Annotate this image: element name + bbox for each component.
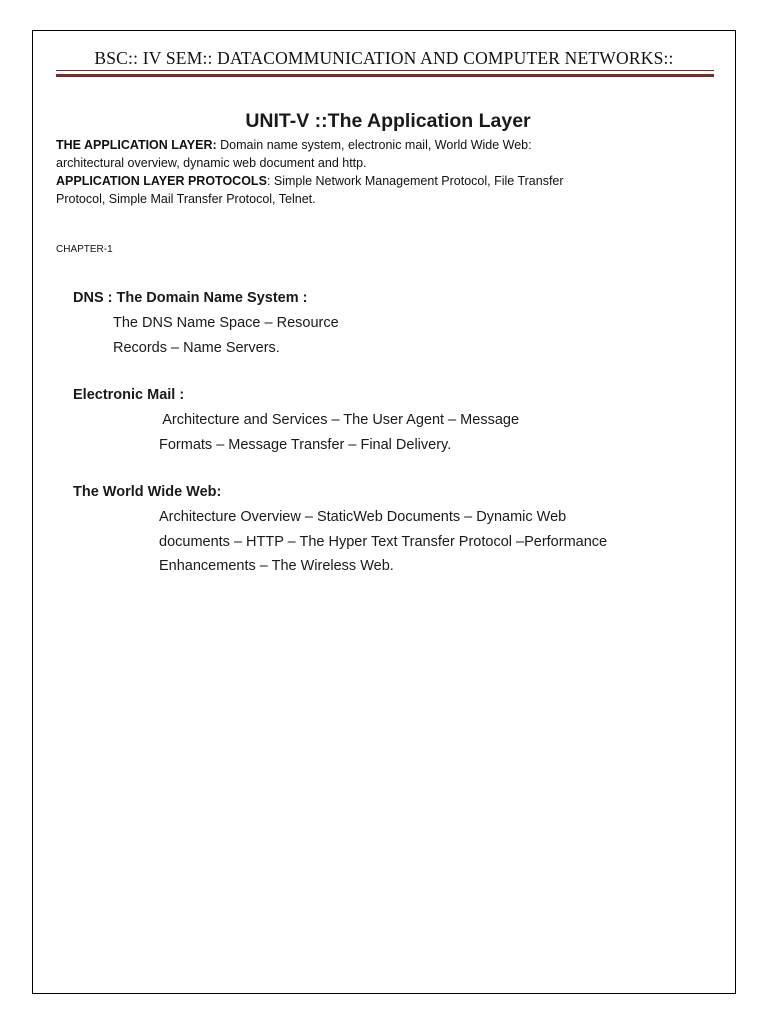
- app-layer-label: THE APPLICATION LAYER:: [56, 138, 217, 152]
- header-rule-thin: [56, 70, 714, 71]
- www-body: [159, 505, 607, 579]
- email-line-1: Architecture and Services – The User Agent – Message: [159, 412, 520, 428]
- intro-line-1: [56, 136, 646, 154]
- email-heading: Electronic Mail :: [73, 387, 185, 403]
- intro-paragraph: [56, 136, 646, 208]
- unit-title: UNIT-V ::The Application Layer: [245, 110, 531, 132]
- document-header: BSC:: IV SEM:: DATACOMMUNICATION AND COMPUTER NETWORKS::: [94, 48, 674, 68]
- www-line-1: Architecture Overview – StaticWeb Documents – Dynamic Web: [159, 509, 567, 525]
- dns-body: [113, 311, 339, 360]
- www-line-2: documents – HTTP – The Hyper Text Transfer Protocol –Performance: [159, 533, 608, 550]
- intro-line-4: Protocol, Simple Mail Transfer Protocol, Telnet.: [56, 192, 316, 206]
- www-line-3: Enhancements – The Wireless Web.: [159, 558, 394, 574]
- chapter-label: CHAPTER-1: [56, 244, 113, 255]
- dns-line-1: The DNS Name Space – Resource: [113, 315, 339, 331]
- www-heading: The World Wide Web:: [73, 484, 222, 500]
- dns-line-2: Records – Name Servers.: [113, 339, 280, 356]
- intro-line-2: architectural overview, dynamic web document and http.: [56, 156, 367, 170]
- protocols-text-1: : Simple Network Management Protocol, File Transfer: [266, 174, 564, 188]
- protocols-label: APPLICATION LAYER PROTOCOLS: [56, 174, 267, 188]
- email-line-2: Formats – Message Transfer – Final Delivery.: [159, 436, 452, 453]
- email-body: [159, 408, 519, 457]
- app-layer-text-1: Domain name system, electronic mail, World Wide Web:: [216, 138, 532, 152]
- dns-heading: DNS : The Domain Name System :: [73, 290, 308, 306]
- header-rule-thick: [56, 74, 714, 77]
- intro-line-3: [56, 172, 646, 190]
